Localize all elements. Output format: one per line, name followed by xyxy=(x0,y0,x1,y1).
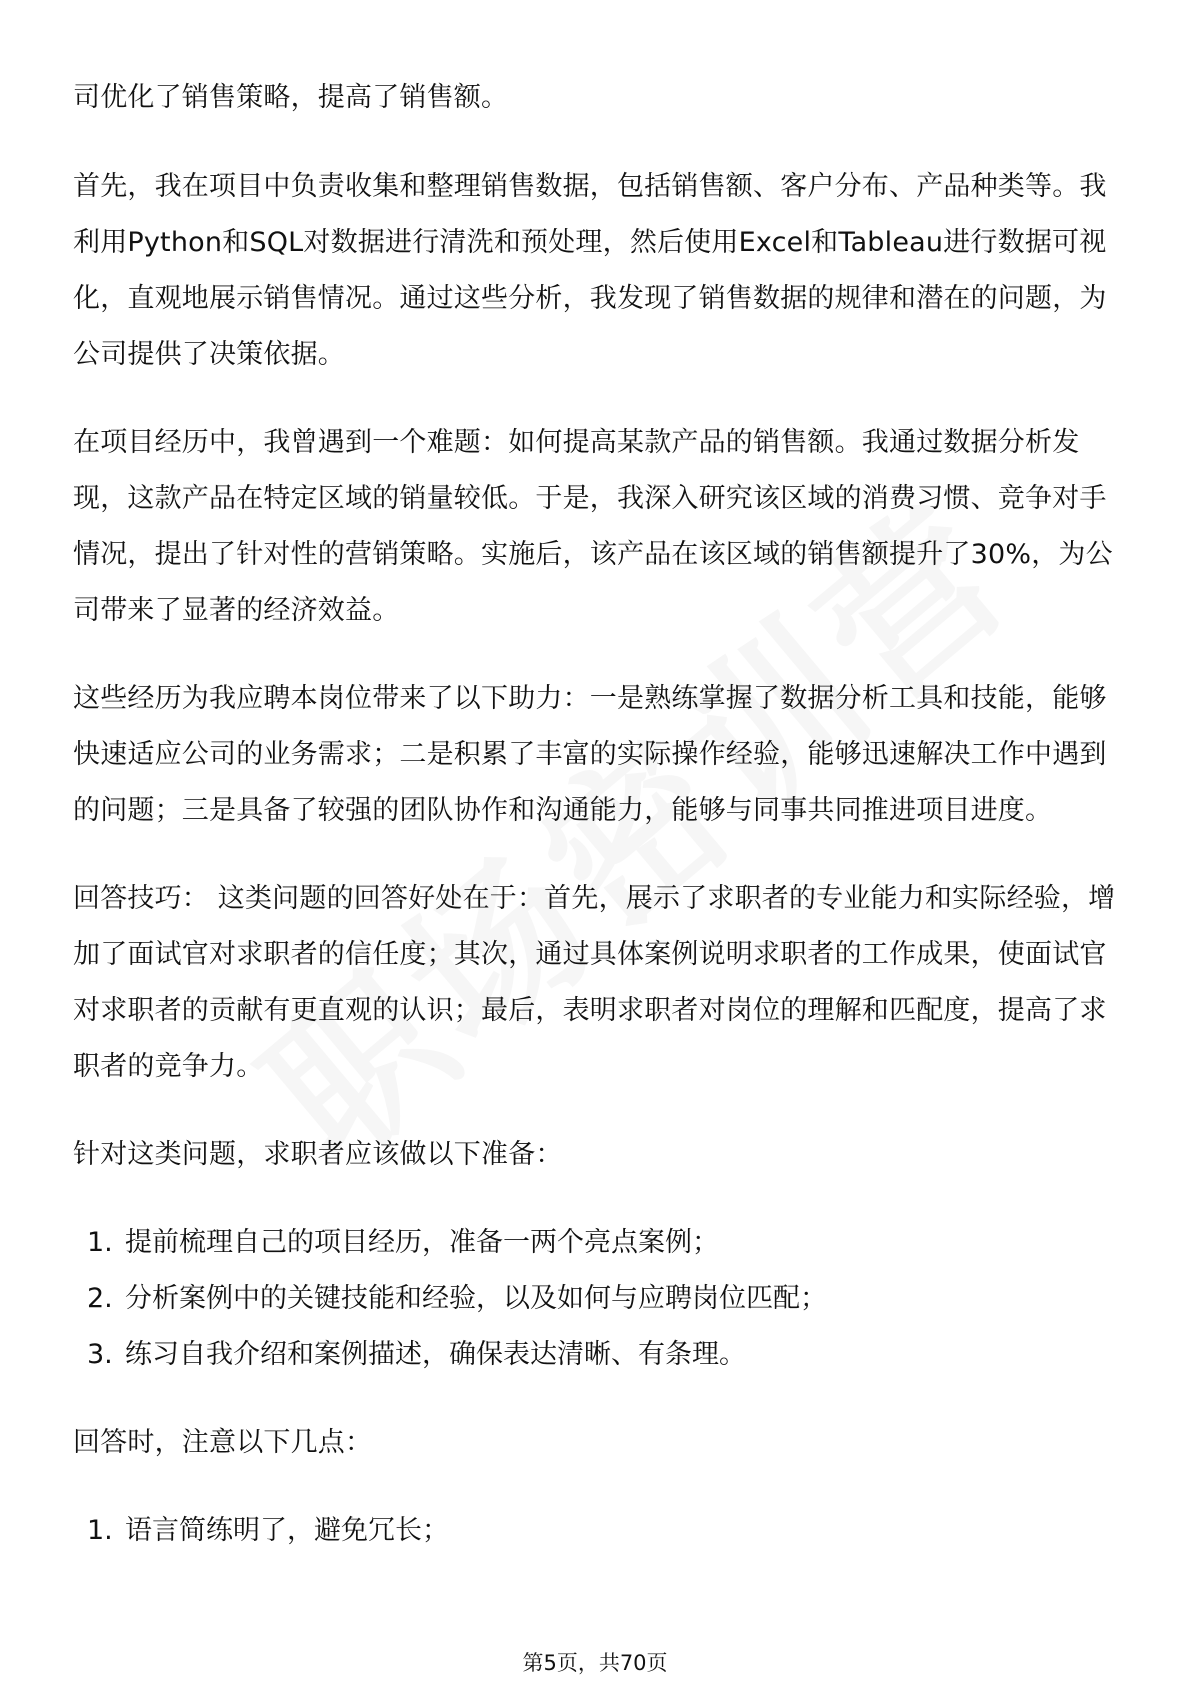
list-item xyxy=(73,1327,1118,1383)
list-item xyxy=(73,1503,1118,1559)
answer-notes-list xyxy=(73,1503,1118,1559)
paragraph-challenge: 在项目经历中，我曾遇到一个难题：如何提高某款产品的销售额。我通过数据分析发现，这款产品在特定区域的销量较低。于是，我深入研究该区域的消费习惯、竞争对手情况，提出了针对性的营销策略。实施后，该产品在该区域的销售额提升了30%，为公司带来了显著的经济效益。 xyxy=(73,427,1113,626)
preparation-list xyxy=(73,1215,1118,1383)
list-item xyxy=(73,1271,1118,1327)
list-number: 1. xyxy=(87,1515,113,1546)
list-item-text: 练习自我介绍和案例描述，确保表达清晰、有条理。 xyxy=(125,1339,746,1370)
list-number: 2. xyxy=(87,1283,113,1314)
document-body xyxy=(73,70,1118,1591)
paragraph-preparation-intro: 针对这类问题，求职者应该做以下准备： xyxy=(73,1139,563,1170)
paragraph-answer-tips: 回答技巧： 这类问题的回答好处在于：首先，展示了求职者的专业能力和实际经验，增加了面试官对求职者的信任度；其次，通过具体案例说明求职者的工作成果，使面试官对求职者的贡献有更直观的认识；最后，表明求职者对岗位的理解和匹配度，提高了求职者的竞争力。 xyxy=(73,883,1116,1082)
list-item-text: 分析案例中的关键技能和经验，以及如何与应聘岗位匹配； xyxy=(125,1283,827,1314)
paragraph-answer-notes-intro: 回答时，注意以下几点： xyxy=(73,1427,373,1458)
list-number: 3. xyxy=(87,1339,113,1370)
paragraph-benefits: 这些经历为我应聘本岗位带来了以下助力：一是熟练掌握了数据分析工具和技能，能够快速适应公司的业务需求；二是积累了丰富的实际操作经验，能够迅速解决工作中遇到的问题；三是具备了较强的团队协作和沟通能力，能够与同事共同推进项目进度。 xyxy=(73,683,1107,826)
paragraph-continuation: 司优化了销售策略，提高了销售额。 xyxy=(73,82,509,113)
list-item-text: 提前梳理自己的项目经历，准备一两个亮点案例； xyxy=(125,1227,719,1258)
list-item xyxy=(73,1215,1118,1271)
list-number: 1. xyxy=(87,1227,113,1258)
paragraph-data-work: 首先，我在项目中负责收集和整理销售数据，包括销售额、客户分布、产品种类等。我利用Python和SQL对数据进行清洗和预处理，然后使用Excel和Tableau进行数据可视化，直观地展示销售情况。通过这些分析，我发现了销售数据的规律和潜在的问题，为公司提供了决策依据。 xyxy=(73,171,1107,370)
list-item-text: 语言简练明了，避免冗长； xyxy=(125,1515,449,1546)
page-number-footer: 第5页，共70页 xyxy=(522,1651,668,1675)
